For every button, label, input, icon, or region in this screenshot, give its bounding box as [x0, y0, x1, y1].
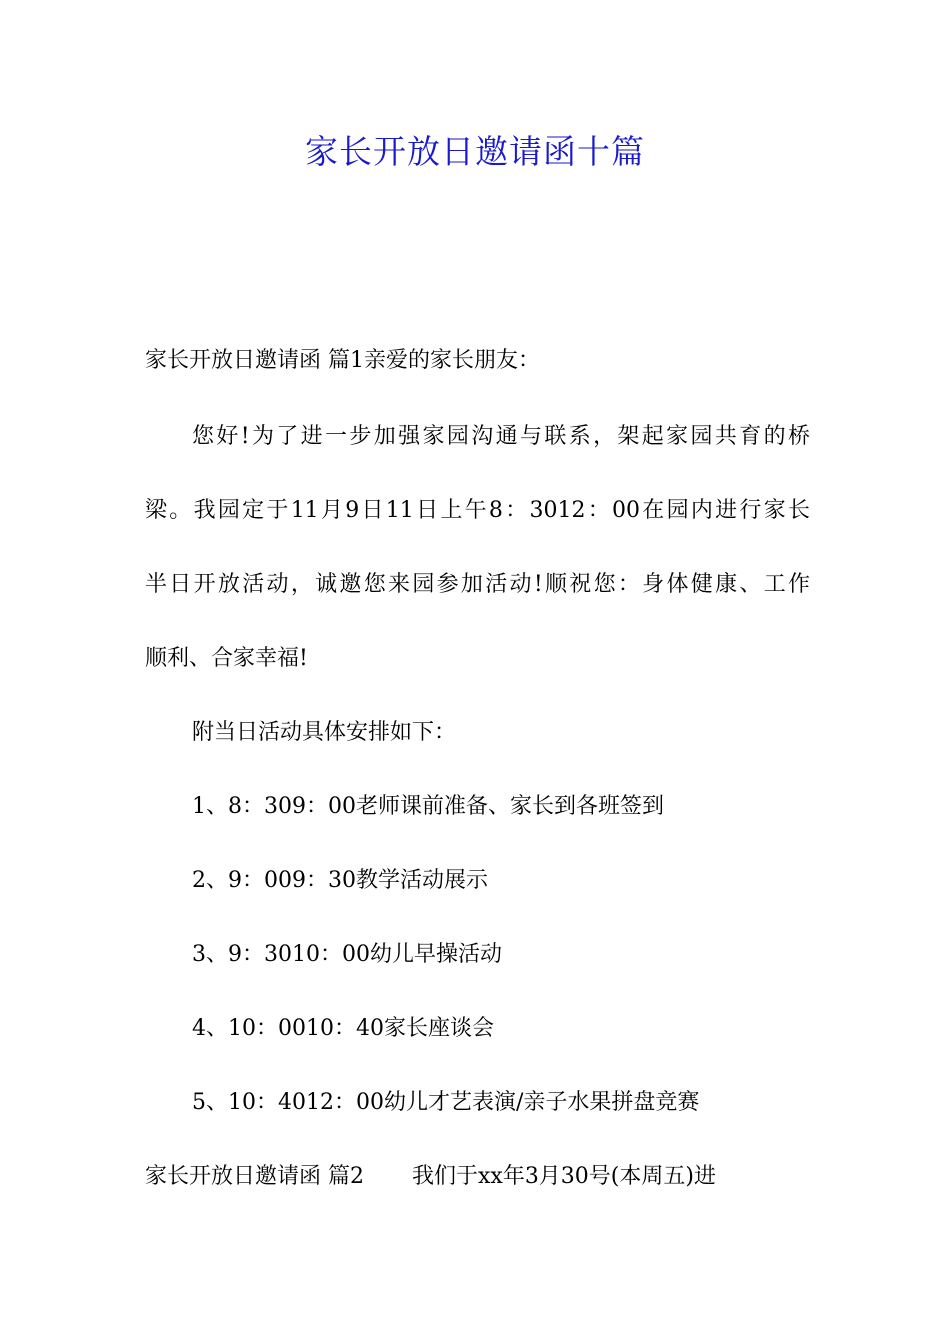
section2-line — [145, 1159, 810, 1195]
section2-heading: 家长开放日邀请函 篇2 — [145, 1164, 364, 1189]
schedule-item-1: 1、8：309：00老师课前准备、家长到各班签到 — [192, 794, 664, 819]
schedule-item-3: 3、9：3010：00幼儿早操活动 — [192, 942, 502, 967]
schedule-item-4: 4、10：0010：40家长座谈会 — [192, 1016, 494, 1041]
paragraph-line-3: 半日开放活动，诚邀您来园参加活动!顺祝您：身体健康、工作 — [145, 572, 810, 597]
section2-text-start: 我们于xx年3月30号(本周五)进 — [412, 1164, 716, 1189]
schedule-item-2: 2、9：009：30教学活动展示 — [192, 868, 488, 893]
document-title: 家长开放日邀请函十篇 — [305, 132, 645, 171]
section1-heading: 家长开放日邀请函 篇1亲爱的家长朋友： — [145, 348, 540, 373]
paragraph-line-1: 您好!为了进一步加强家园沟通与联系，架起家园共育的桥 — [192, 424, 810, 449]
paragraph-line-2: 梁。我园定于11月9日11日上午8：3012：00在园内进行家长 — [145, 498, 810, 523]
schedule-intro: 附当日活动具体安排如下： — [192, 720, 457, 745]
schedule-item-5: 5、10：4012：00幼儿才艺表演/亲子水果拼盘竞赛 — [192, 1090, 700, 1115]
paragraph-line-4: 顺利、合家幸福! — [145, 646, 308, 671]
